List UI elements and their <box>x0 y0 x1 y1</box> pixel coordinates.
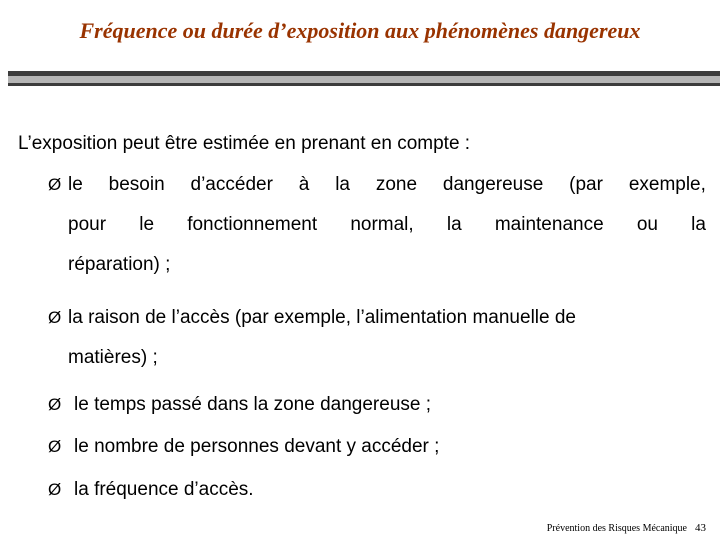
bullet-text <box>68 165 706 205</box>
word: normal, <box>350 214 414 235</box>
bullet-line <box>48 298 706 338</box>
word: le <box>68 174 83 195</box>
word: fonctionnement <box>187 214 318 235</box>
word: dangereuse <box>442 174 544 195</box>
bullet-text: le nombre de personnes devant y accéder ; <box>74 436 440 457</box>
bullet-text: la fréquence d’accès. <box>74 479 254 500</box>
word: ou <box>636 214 658 235</box>
word: (par <box>569 174 603 195</box>
word: la <box>691 214 706 235</box>
bullet-line <box>48 427 706 467</box>
footer <box>547 522 706 534</box>
bullet-item-3 <box>48 385 706 425</box>
bullet-line <box>48 165 706 205</box>
page-number: 43 <box>695 522 706 534</box>
word: d’accéder <box>190 174 273 195</box>
bullet-item-5 <box>48 470 706 510</box>
arrow-bullet-icon: Ø <box>48 308 62 327</box>
bullet-line <box>48 385 706 425</box>
word: maintenance <box>494 214 604 235</box>
word: exemple, <box>628 174 706 195</box>
arrow-bullet-icon: Ø <box>48 395 62 414</box>
page-title: Fréquence ou durée d’exposition aux phénomènes dangereux <box>79 18 641 43</box>
bullet-item-2 <box>48 298 706 378</box>
title-rule-gap <box>8 76 720 83</box>
bullet-text: la raison de l’accès (par exemple, l’alimentation manuelle de <box>68 307 576 328</box>
arrow-bullet-icon: Ø <box>48 480 62 499</box>
word: réparation) ; <box>68 254 171 275</box>
intro-text: L’exposition peut être estimée en prenant en compte : <box>18 133 471 154</box>
word: besoin <box>108 174 165 195</box>
word: la <box>335 174 350 195</box>
word: le <box>139 214 155 235</box>
bullet-text: matières) ; <box>68 347 158 368</box>
word: zone <box>375 174 418 195</box>
bullet-line <box>48 338 706 378</box>
footer-label: Prévention des Risques Mécanique <box>546 523 687 534</box>
bullet-item-4 <box>48 427 706 467</box>
bullet-line <box>48 245 706 285</box>
bullet-line <box>48 470 706 510</box>
arrow-bullet-icon: Ø <box>48 437 62 456</box>
title-rule-bottom <box>8 83 720 86</box>
word: à <box>298 174 310 195</box>
bullet-text: le temps passé dans la zone dangereuse ; <box>74 394 432 415</box>
bullet-item-1 <box>48 165 706 285</box>
arrow-bullet-icon: Ø <box>48 175 62 194</box>
bullet-line <box>48 205 706 245</box>
word: la <box>446 214 462 235</box>
word: pour <box>68 214 107 235</box>
